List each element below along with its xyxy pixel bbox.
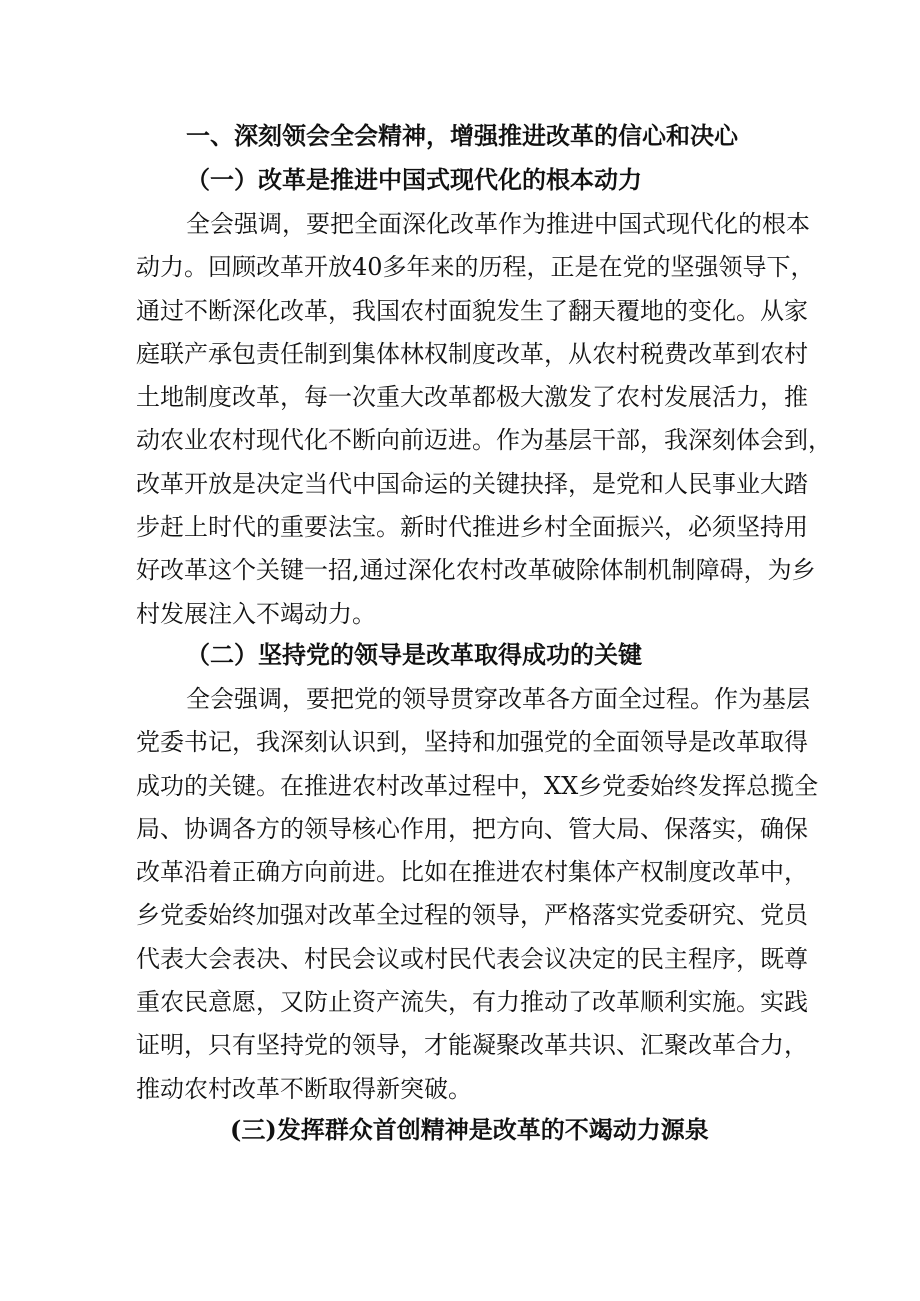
subheading-1: （一）改革是推进中国式现代化的根本动力 xyxy=(186,165,642,194)
paragraph-line: 证明，只有坚持党的领导，才能凝聚改革共识、汇聚改革合力， xyxy=(136,1031,808,1060)
paragraph-line: 动力。回顾改革开放40多年来的历程，正是在党的坚强领导下， xyxy=(136,253,815,282)
subheading-2: （二）坚持党的领导是改革取得成功的关键 xyxy=(186,640,642,669)
paragraph-line: 村发展注入不竭动力。 xyxy=(136,599,376,628)
paragraph-line: 通过不断深化改革，我国农村面貌发生了翻天覆地的变化。从家 xyxy=(136,296,808,325)
paragraph-line: 代表大会表决、村民会议或村民代表会议决定的民主程序，既尊 xyxy=(136,944,808,973)
section-heading: 一、深刻领会全会精神，增强推进改革的信心和决心 xyxy=(186,122,738,150)
paragraph-2 xyxy=(136,678,819,1111)
paragraph-line: 党委书记，我深刻认识到，坚持和加强党的全面领导是改革取得 xyxy=(136,728,808,757)
paragraph-line: 改革沿着正确方向前进。比如在推进农村集体产权制度改革中， xyxy=(136,858,808,887)
paragraph-line: 好改革这个关键一招,通过深化农村改革破除体制机制障碍，为乡 xyxy=(136,556,816,585)
paragraph-line: 乡党委始终加强对改革全过程的领导，严格落实党委研究、党员 xyxy=(136,901,808,930)
paragraph-1 xyxy=(136,203,832,636)
paragraph-line: 重农民意愿，又防止资产流失，有力推动了改革顺利实施。实践 xyxy=(136,988,808,1017)
paragraph-line: 全会强调，要把全面深化改革作为推进中国式现代化的根本 xyxy=(186,210,810,238)
paragraph-line: 全会强调，要把党的领导贯穿改革各方面全过程。作为基层 xyxy=(186,685,810,713)
paragraph-line: 土地制度改革，每一次重大改革都极大激发了农村发展活力，推 xyxy=(136,383,808,412)
subheading-3: (三)发挥群众首创精神是改革的不竭动力源泉 xyxy=(230,1115,709,1144)
paragraph-line: 局、协调各方的领导核心作用，把方向、管大局、保落实，确保 xyxy=(136,814,808,843)
paragraph-line: 动农业农村现代化不断向前迈进。作为基层干部，我深刻体会到， xyxy=(136,426,832,455)
paragraph-line: 改革开放是决定当代中国命运的关键抉择，是党和人民事业大踏 xyxy=(136,469,808,498)
paragraph-line: 成功的关键。在推进农村改革过程中，XX乡党委始终发挥总揽全 xyxy=(136,771,819,800)
paragraph-line: 推动农村改革不断取得新突破。 xyxy=(136,1074,472,1103)
paragraph-line: 庭联产承包责任制到集体林权制度改革，从农村税费改革到农村 xyxy=(136,339,808,368)
paragraph-line: 步赶上时代的重要法宝。新时代推进乡村全面振兴，必须坚持用 xyxy=(136,513,808,542)
